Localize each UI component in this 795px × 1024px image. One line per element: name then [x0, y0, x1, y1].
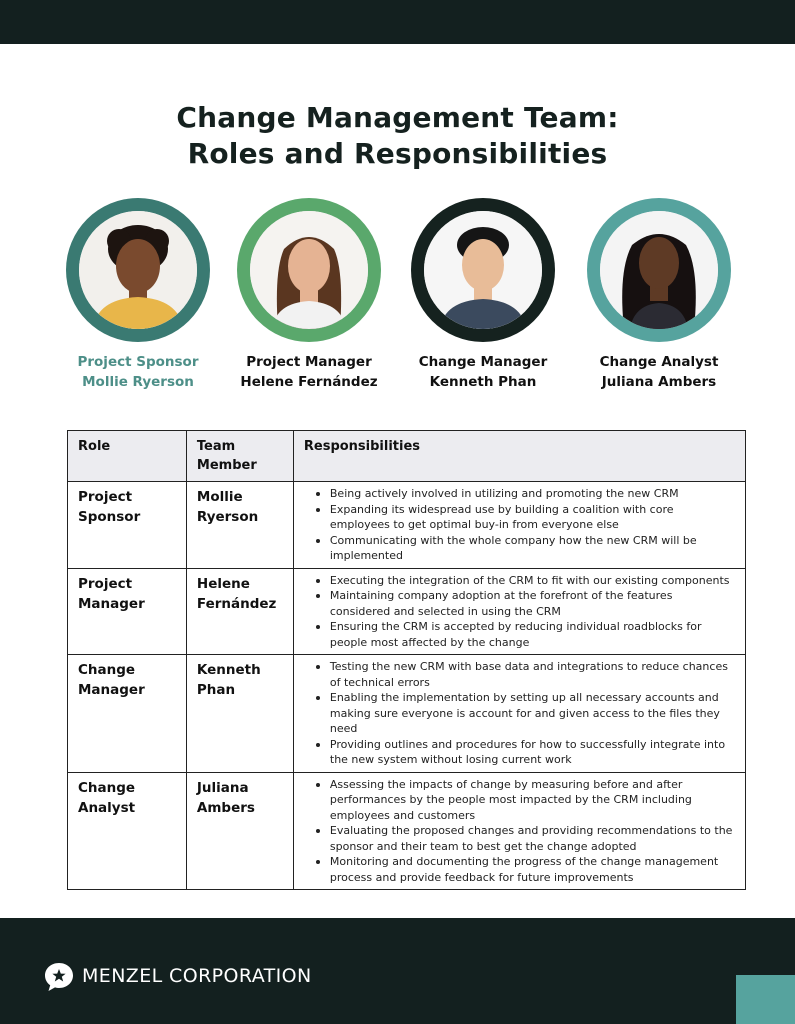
- member-role: Change Analyst: [599, 354, 719, 370]
- member-role: Project Manager: [246, 354, 372, 370]
- team-member-card: [574, 198, 744, 392]
- responsibility-item: Monitoring and documenting the progress of the change management process and provide feedback for future improvements: [308, 854, 733, 885]
- brand-name: MENZEL CORPORATION: [82, 965, 312, 987]
- row-role: Change Analyst: [68, 772, 187, 890]
- responsibility-list: [308, 486, 733, 564]
- avatar-ring: [237, 198, 381, 342]
- title-line-1: Change Management Team:: [176, 101, 619, 134]
- table-row: [68, 772, 746, 890]
- responsibilities-table: [67, 430, 746, 890]
- top-bar: [0, 0, 795, 44]
- header-team-member: Team Member: [186, 431, 293, 482]
- member-role: Change Manager: [418, 354, 548, 370]
- team-member-card: [224, 198, 394, 392]
- avatar: [424, 211, 542, 329]
- person-photo-icon: [600, 211, 718, 329]
- responsibility-item: Maintaining company adoption at the forefront of the features considered and selected in using the CRM: [308, 588, 733, 619]
- team-member-card: [398, 198, 568, 392]
- responsibility-item: Being actively involved in utilizing and promoting the new CRM: [308, 486, 733, 502]
- member-name: Kenneth Phan: [429, 374, 537, 390]
- avatar: [600, 211, 718, 329]
- speech-bubble-star-icon: [43, 961, 75, 993]
- responsibility-item: Testing the new CRM with base data and integrations to reduce chances of technical errors: [308, 659, 733, 690]
- table-row: [68, 568, 746, 655]
- title-line-2: Roles and Responsibilities: [187, 137, 608, 170]
- row-role: Project Sponsor: [68, 482, 187, 569]
- table-row: [68, 482, 746, 569]
- table-header-row: [68, 431, 746, 482]
- responsibility-item: Executing the integration of the CRM to fit with our existing components: [308, 573, 733, 589]
- avatar-ring: [66, 198, 210, 342]
- responsibility-list: [308, 573, 733, 651]
- person-photo-icon: [424, 211, 542, 329]
- responsibility-item: Evaluating the proposed changes and providing recommendations to the sponsor and their team to best get the change adopted: [308, 823, 733, 854]
- row-responsibilities: [293, 482, 745, 569]
- corner-accent: [736, 975, 795, 1024]
- responsibility-list: [308, 777, 733, 886]
- page-title: [0, 100, 795, 172]
- responsibility-item: Expanding its widespread use by building a coalition with core employees to get optimal buy-in from everyone else: [308, 502, 733, 533]
- row-responsibilities: [293, 772, 745, 890]
- row-team-member: Kenneth Phan: [186, 655, 293, 773]
- avatar-ring: [587, 198, 731, 342]
- responsibility-item: Providing outlines and procedures for how to successfully integrate into the new system without losing current work: [308, 737, 733, 768]
- member-name: Mollie Ryerson: [82, 374, 194, 390]
- header-role: Role: [68, 431, 187, 482]
- person-photo-icon: [79, 211, 197, 329]
- avatar-ring: [411, 198, 555, 342]
- responsibility-item: Assessing the impacts of change by measuring before and after performances by the people most impacted by the CRM including employees and customers: [308, 777, 733, 824]
- header-responsibilities: Responsibilities: [293, 431, 745, 482]
- row-team-member: Mollie Ryerson: [186, 482, 293, 569]
- member-name: Helene Fernández: [240, 374, 378, 390]
- avatar: [250, 211, 368, 329]
- row-team-member: Juliana Ambers: [186, 772, 293, 890]
- team-member-card: [53, 198, 223, 392]
- responsibility-item: Enabling the implementation by setting up all necessary accounts and making sure everyone is account for and given access to the files they need: [308, 690, 733, 737]
- responsibility-item: Communicating with the whole company how the new CRM will be implemented: [308, 533, 733, 564]
- responsibility-item: Ensuring the CRM is accepted by reducing individual roadblocks for people most affected by the change: [308, 619, 733, 650]
- member-role: Project Sponsor: [77, 354, 199, 370]
- row-responsibilities: [293, 655, 745, 773]
- member-name: Juliana Ambers: [601, 374, 717, 390]
- avatar: [79, 211, 197, 329]
- responsibility-list: [308, 659, 733, 768]
- table-row: [68, 655, 746, 773]
- row-team-member: Helene Fernández: [186, 568, 293, 655]
- row-responsibilities: [293, 568, 745, 655]
- person-photo-icon: [250, 211, 368, 329]
- row-role: Project Manager: [68, 568, 187, 655]
- row-role: Change Manager: [68, 655, 187, 773]
